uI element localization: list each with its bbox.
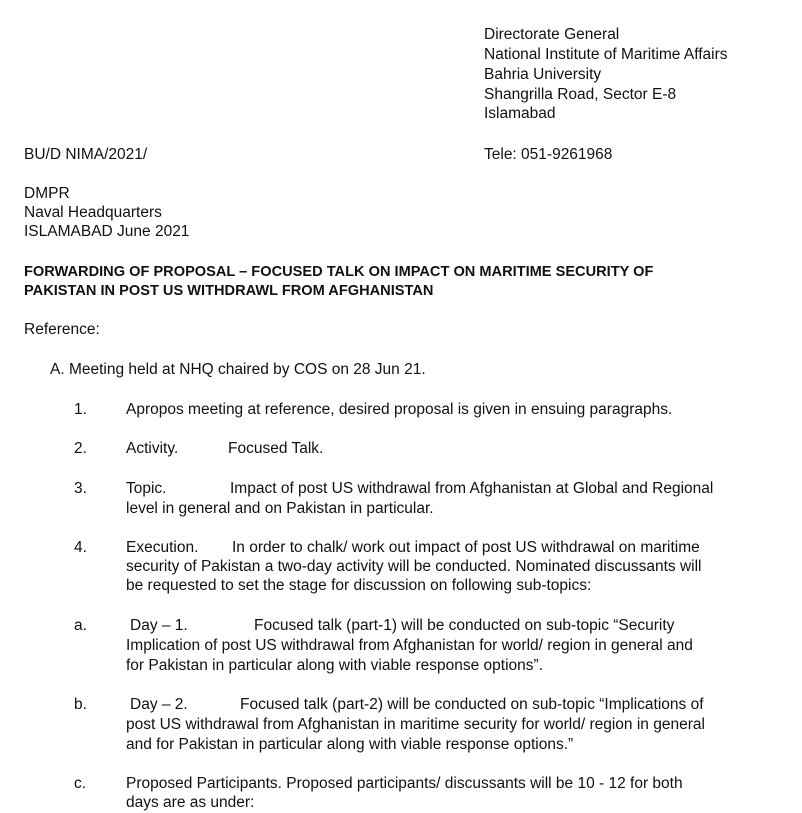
sub-para-text: Proposed Participants. Proposed participants/ discussants will be 10 - 12 for both (126, 775, 683, 792)
sender-line-4: Shangrilla Road, Sector E-8 (484, 86, 677, 103)
subject-line-2: PAKISTAN IN POST US WITHDRAWL FROM AFGHANISTAN (24, 283, 434, 299)
para-number: 3. (74, 480, 87, 497)
sub-para-text: Focused talk (part-2) will be conducted on sub-topic “Implications of (240, 696, 704, 713)
sub-para-text: Focused talk (part-1) will be conducted on sub-topic “Security (254, 617, 675, 634)
telephone: Tele: 051-9261968 (484, 146, 613, 163)
para-text: security of Pakistan a two-day activity will be conducted. Nominated discussants will (126, 558, 702, 575)
subject-line-1: FORWARDING OF PROPOSAL – FOCUSED TALK ON IMPACT ON MARITIME SECURITY OF (24, 264, 654, 280)
sub-para-text: days are as under: (126, 794, 255, 811)
sub-para-text: for Pakistan in particular along with viable response options”. (126, 657, 544, 674)
sub-para-text: post US withdrawal from Afghanistan in maritime security for world/ region in general (126, 716, 705, 733)
para-heading: Topic. (126, 480, 167, 497)
reference-item-a: A. Meeting held at NHQ chaired by COS on 28 Jun 21. (50, 361, 426, 378)
recipient-line-2: Naval Headquarters (24, 204, 162, 221)
sub-para-letter: c. (74, 775, 87, 792)
para-text: In order to chalk/ work out impact of post US withdrawal on maritime (232, 539, 700, 556)
sender-line-5: Islamabad (484, 105, 556, 122)
sender-line-2: National Institute of Maritime Affairs (484, 46, 728, 63)
para-heading: Execution. (126, 539, 199, 556)
sender-line-3: Bahria University (484, 66, 602, 83)
recipient-line-1: DMPR (24, 185, 70, 202)
para-heading: Activity. (126, 440, 179, 457)
para-number: 4. (74, 539, 87, 556)
para-text: level in general and on Pakistan in particular. (126, 500, 434, 517)
sub-para-letter: b. (74, 696, 87, 713)
para-text: be requested to set the stage for discussion on following sub-topics: (126, 577, 592, 594)
sub-para-heading: Day – 2. (130, 696, 188, 713)
recipient-line-3: ISLAMABAD June 2021 (24, 223, 190, 240)
sub-para-heading: Day – 1. (130, 617, 188, 634)
reference-number: BU/D NIMA/2021/ (24, 146, 148, 163)
para-number: 1. (74, 401, 87, 418)
para-number: 2. (74, 440, 87, 457)
sub-para-text: and for Pakistan in particular along with viable response options.” (126, 736, 574, 753)
para-text: Impact of post US withdrawal from Afghanistan at Global and Regional (230, 480, 714, 497)
para-text: Focused Talk. (228, 440, 324, 457)
para-text: Apropos meeting at reference, desired proposal is given in ensuing paragraphs. (126, 401, 673, 418)
sub-para-letter: a. (74, 617, 87, 634)
sender-line-1: Directorate General (484, 26, 620, 43)
sub-para-text: Implication of post US withdrawal from Afghanistan for world/ region in general and (126, 637, 693, 654)
reference-label: Reference: (24, 321, 100, 338)
